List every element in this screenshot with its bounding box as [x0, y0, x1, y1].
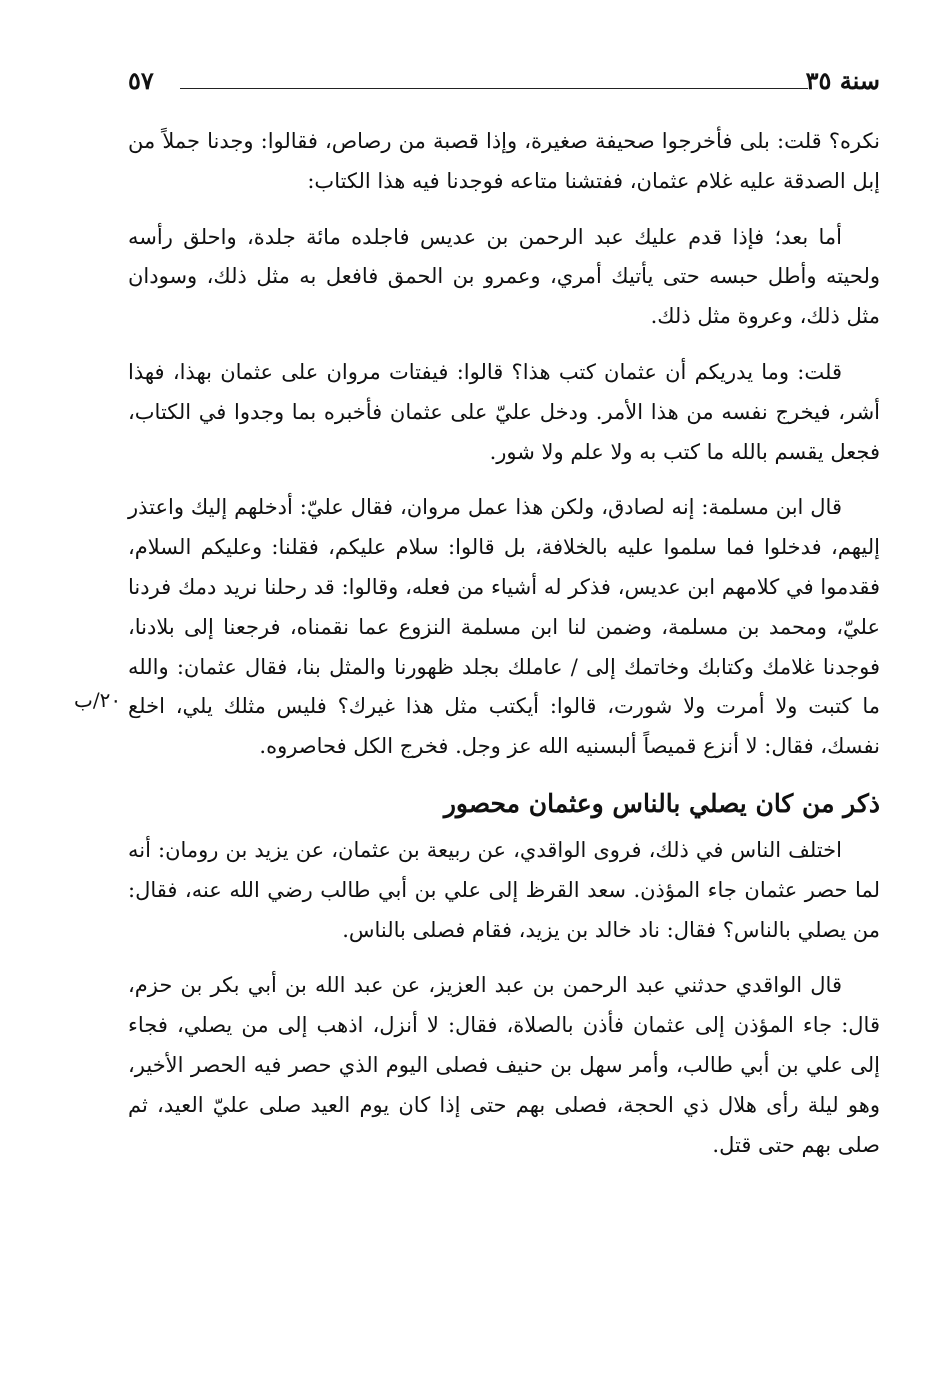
page-number: ٥٧: [128, 66, 154, 95]
header-year: سنة ٣٥: [805, 66, 880, 95]
header-rule: [180, 88, 808, 89]
paragraph: قال ابن مسلمة: إنه لصادق، ولكن هذا عمل مروان، فقال عليّ: أدخلهم إليك واعتذر إليهم، فدخلوا فما سلموا عليه بالخلافة، بل قالوا: سلام عليكم، فقلنا: وعليكم السلام، فقدموا في كلامهم ابن عديس، فذكر له أشياء من فعله، وقالوا: قد رحلنا نريد دمك فردنا عليّ، ومحمد بن مسلمة، وضمن لنا ابن مسلمة النزوع عما نقمناه، فرجعنا إلى بلادنا، فوجدنا غلامك وكتابك وخاتمك إلى / عاملك بجلد ظهورنا والمثل بنا، فقال عثمان: والله ما كتبت ولا أمرت ولا شورت، قالوا: أيكتب مثل هذا غيرك؟ فليس مثلك يلي، اخلع نفسك، فقال: لا أنزع قميصاً ألبسنيه الله عز وجل. فخرج الكل فحاصروه.: [128, 495, 880, 759]
manuscript-folio-note: ٢٠/ب: [74, 688, 122, 712]
paragraph: نكره؟ قلت: بلى فأخرجوا صحيفة صغيرة، وإذا قصبة من رصاص، فقالوا: وجدنا جملاً من إبل الصدقة عليه غلام عثمان، ففتشنا متاعه فوجدنا فيه هذا الكتاب:: [128, 129, 881, 193]
paragraph: قلت: وما يدريكم أن عثمان كتب هذا؟ قالوا: فيفتات مروان على عثمان بهذا، فهذا أشر، فيخرج نفسه من هذا الأمر. ودخل عليّ على عثمان فأخبره بما وجدوا في الكتاب، فجعل يقسم بالله ما كتب به ولا علم ولا شور.: [128, 359, 881, 464]
running-header: [128, 62, 880, 102]
paragraph: اختلف الناس في ذلك، فروى الواقدي، عن ربيعة بن عثمان، عن يزيد بن رومان: أنه لما حصر عثمان جاء المؤذن. سعد القرظ إلى علي بن أبي طالب رضي الله عنه، فقال: من يصلي بالناس؟ فقال: ناد خالد بن يزيد، فقام فصلى بالناس.: [128, 837, 880, 942]
paragraph: أما بعد؛ فإذا قدم عليك عبد الرحمن بن عديس فاجلده مائة جلدة، واحلق رأسه ولحيته وأطل حبسه حتى يأتيك أمري، وعمرو بن الحمق فافعل به مثل ذلك، وسودان مثل ذلك، وعروة مثل ذلك.: [128, 224, 880, 329]
paragraph: قال الواقدي حدثني عبد الرحمن بن عبد العزيز، عن عبد الله بن أبي بكر بن حزم، قال: جاء المؤذن إلى عثمان فأذن بالصلاة، فقال: لا أنزل، اذهب إلى من يصلي، فجاء إلى علي بن أبي طالب، وأمر سهل بن حنيف فصلى اليوم الذي حصر فيه الحصر الأخير، وهو ليلة رأى هلال ذي الحجة، فصلى بهم حتى إذا كان يوم العيد صلى عليّ العيد، ثم صلى بهم حتى قتل.: [128, 973, 880, 1157]
main-text: [128, 122, 880, 1181]
section-heading: ذكر من كان يصلي بالناس وعثمان محصور: [443, 788, 880, 818]
